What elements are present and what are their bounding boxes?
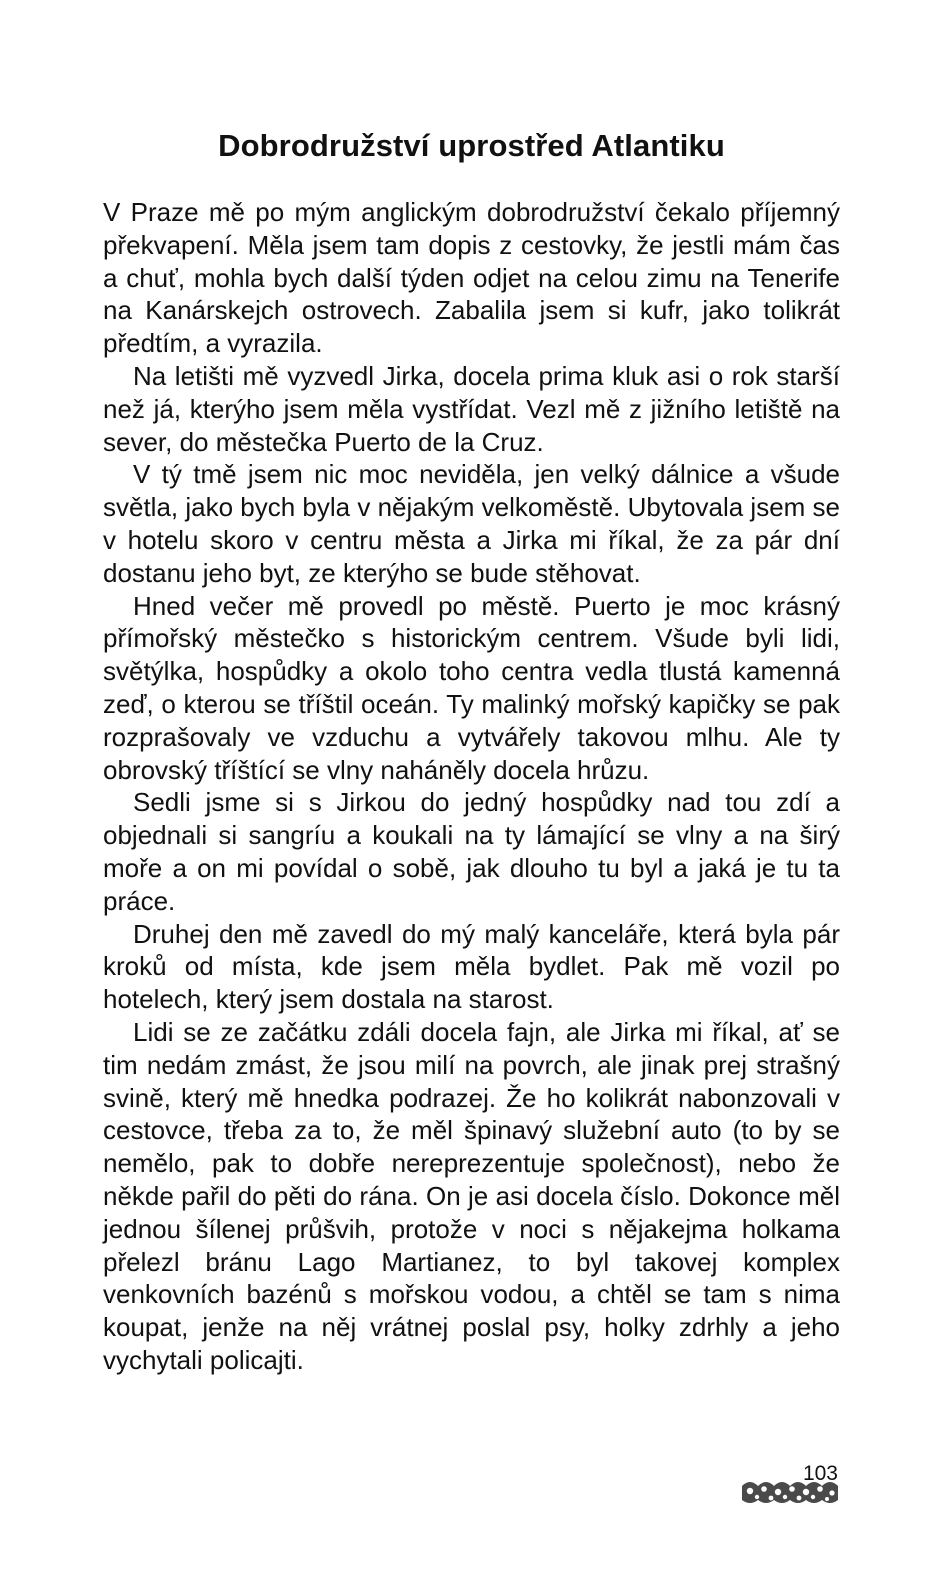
paragraph: Hned večer mě provedl po městě. Puerto je moc krásný přímořský městečko s historickým centrem. Všude byli lidi, světýlka, hospůdky a okolo toho centra vedla tlustá kamenná zeď, o kterou se tříštil oceán. Ty malinký mořský kapičky se pak rozprašovaly ve vzduchu a vytvářely takovou mlhu. Ale ty obrovský tříštící se vlny naháněly docela hrůzu. xyxy=(103,590,840,785)
paragraph: Na letišti mě vyzvedl Jirka, docela prima kluk asi o rok starší než já, kterýho jsem měla vystřídat. Vezl mě z jižního letiště na sever, do městečka Puerto de la Cruz. xyxy=(103,360,840,457)
paragraph: V Praze mě po mým anglickým dobrodružství čekalo příjemný překvapení. Měla jsem tam dopis z cestovky, že jestli mám čas a chuť, mohla bych další týden odjet na celou zimu na Tenerife na Kanárskejch ostrovech. Zabalila jsem si kufr, jako tolikrát předtím, a vyrazila. xyxy=(103,197,840,359)
paragraph: Druhej den mě zavedl do mý malý kanceláře, která byla pár kroků od místa, kde jsem měla bydlet. Pak mě vozil po hotelech, který jsem dostala na starost. xyxy=(103,918,840,1015)
chapter-title: Dobrodružství uprostřed Atlantiku xyxy=(218,128,725,163)
paragraph: Sedli jsme si s Jirkou do jedný hospůdky nad tou zdí a objednali si sangríu a koukali na ty lámající se vlny a na širý moře a on mi povídal o sobě, jak dlouho tu byl a jaká je tu ta práce. xyxy=(103,787,840,916)
page-number: 103 xyxy=(802,1462,838,1485)
page-ornament-icon xyxy=(740,1474,840,1506)
paragraph: Lidi se ze začátku zdáli docela fajn, ale Jirka mi říkal, ať se tim nedám zmást, že jsou milí na povrch, ale jinak prej strašný svině, který mě hnedka podrazej. Že ho kolikrát nabonzovali v cestovce, třeba za to, že měl špinavý služební auto (to by se nemělo, pak to dobře nereprezentuje společnost), nebo že někde pařil do pěti do rána. On je asi docela číslo. Dokonce měl jednou šílenej průšvih, protože v noci s nějakejma holkama přelezl bránu Lago Martianez, to byl takovej komplex venkovních bazénů s mořskou vodou, a chtěl se tam s nima koupat, jenže na něj vrátnej poslal psy, holky zdrhly a jeho vychytali policajti. xyxy=(103,1016,840,1375)
body-text xyxy=(103,196,840,1377)
page-footer xyxy=(736,1460,842,1510)
paragraph: V tý tmě jsem nic moc neviděla, jen velký dálnice a všude světla, jako bych byla v nějakým velkoměstě. Ubytovala jsem se v hotelu skoro v centru města a Jirka mi říkal, že za pár dní dostanu jeho byt, ze kterýho se bude stěhovat. xyxy=(103,459,840,588)
